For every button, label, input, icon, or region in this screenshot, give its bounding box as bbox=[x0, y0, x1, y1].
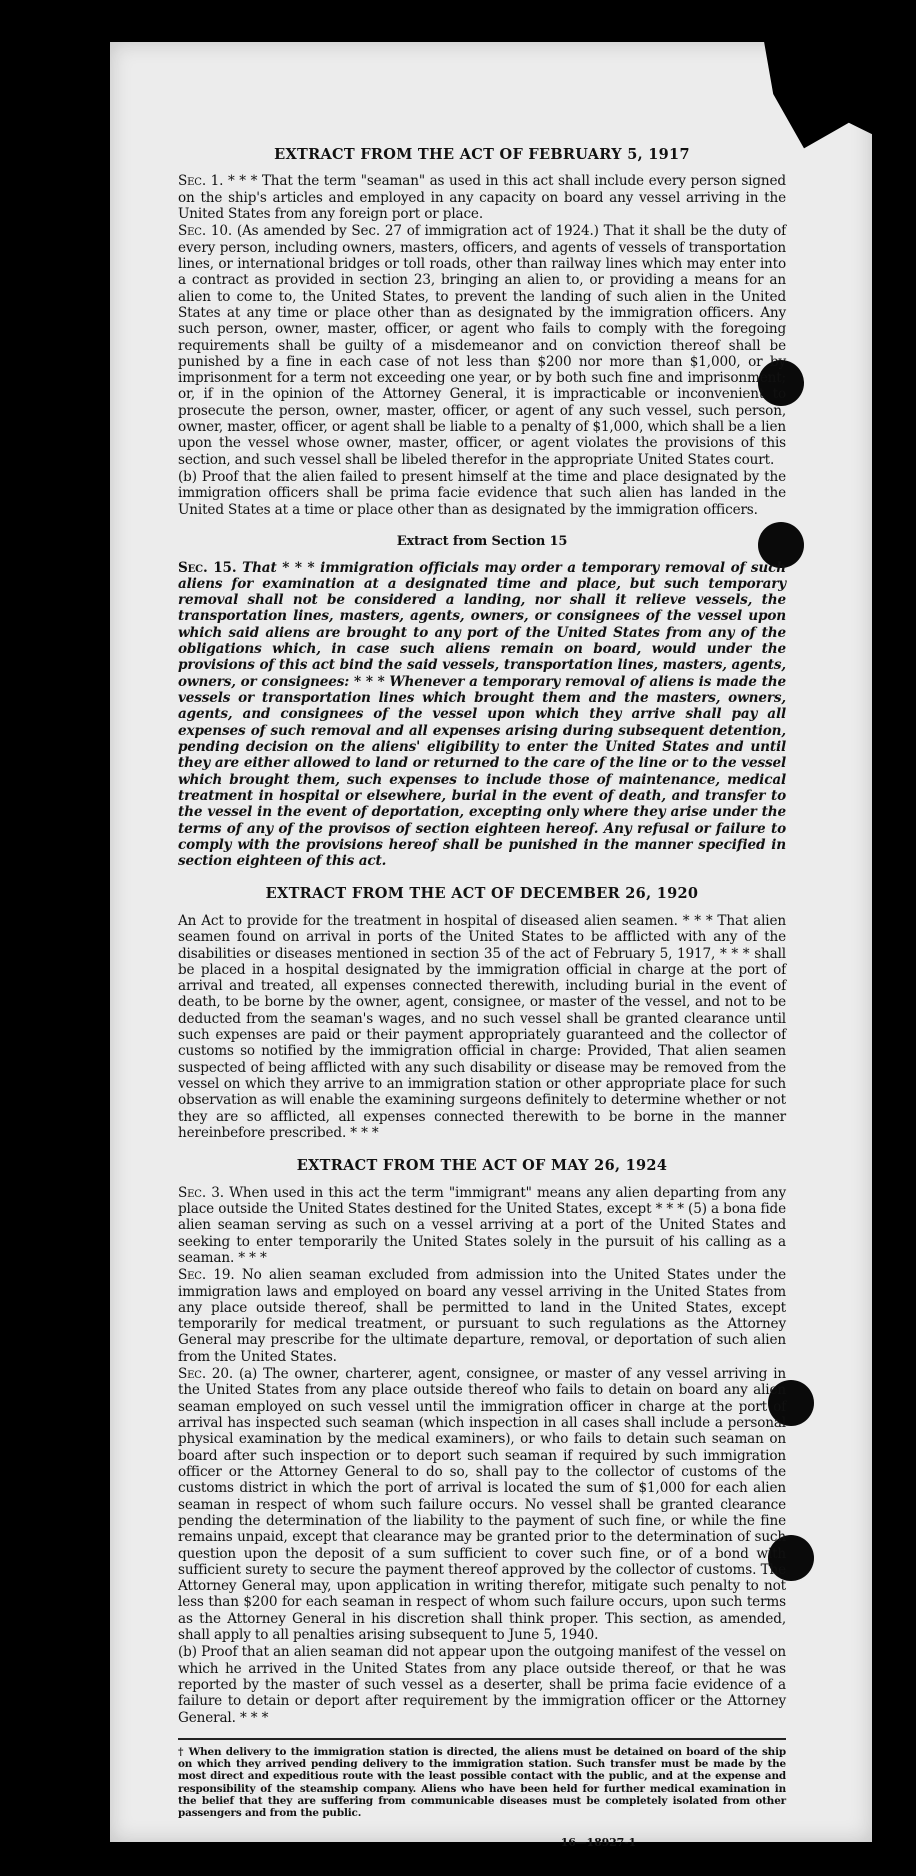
heading-act-1924: EXTRACT FROM THE ACT OF MAY 26, 1924 bbox=[296, 1157, 668, 1175]
footnote-divider bbox=[178, 1738, 786, 1740]
section-19 bbox=[178, 1267, 786, 1365]
section-15 bbox=[178, 560, 786, 870]
section-10b: (b) Proof that the alien failed to present himself at the time and place designated by the immigration officers shall be prima facie evidence that such alien has landed in the United States at a time or place other than as designated by the immigration officers. bbox=[178, 469, 786, 518]
section-label: Sec. 10. bbox=[178, 223, 232, 240]
section-label: Sec. 20. bbox=[178, 1366, 234, 1383]
section-body: * * * That the term "seaman" as used in this act shall include every person signed on the ship's articles and employed in any capacity on board any vessel arriving in the United States from any foreign port or place. bbox=[178, 173, 786, 223]
section-label: Sec. 1. bbox=[178, 173, 224, 190]
section-20 bbox=[178, 1366, 786, 1643]
section-20b: (b) Proof that an alien seaman did not appear upon the outgoing manifest of the vessel on which he arrived in the United States from any place outside thereof, or that he was reported by the master of such vessel as a deserter, shall be prima facie evidence of a failure to detain or deport after requirement by the immigration officer or the Attorney General. * * * bbox=[178, 1644, 786, 1726]
heading-act-1917: EXTRACT FROM THE ACT OF FEBRUARY 5, 1917 bbox=[274, 146, 690, 163]
section-1 bbox=[178, 173, 786, 222]
subheading-section-15: Extract from Section 15 bbox=[396, 533, 568, 549]
section-label: Sec. 15. bbox=[178, 559, 237, 576]
section-body: That * * * immigration officials may order a temporary removal of such aliens for examination at a designated time and place, but such temporary removal shall not be considered a landing, nor shall it relieve vessels, the transportation lines, masters, agents, owners, or consignees of the vessel upon which said aliens are brought to any port of the United States from any of the obligations which, in case such aliens remain on board, would under the provisions of this act bind the said vessels, transportation lines, masters, agents, owners, or consignees: * * * Whenever a temporary removal of aliens is made the vessels or transportation lines which brought them and the masters, owners, agents, and consignees of the vessel upon which they arrive shall pay all expenses of such removal and all expenses arising during subsequent detention, pending decision on the aliens' eligibility to enter the United States and until they are either allowed to land or returned to the care of the line or to the vessel which brought them, such expenses to include those of maintenance, medical treatment in hospital or elsewhere, burial in the event of death, and transfer to the vessel in the event of deportation, excepting only where they arise under the terms of any of the provisos of section eighteen hereof. Any refusal or failure to comply with the provisions hereof shall be punished in the manner specified in section eighteen of this act. bbox=[178, 559, 786, 870]
section-body: When used in this act the term "immigrant" means any alien departing from any place outside the United States destined for the United States, except * * * (5) a bona fide alien seaman serving as such on a vessel arriving at a port of the United States and seeking to enter temporarily the United States solely in the pursuit of his calling as a seaman. * * * bbox=[178, 1184, 787, 1266]
footnote: † When delivery to the immigration station is directed, the aliens must be detained on board of the ship on which they arrived pending delivery to the immigration station. Such transfer must be made by the most direct and expeditious route with the least possible contact with the public, and at the expense and responsibility of the steamship company. Aliens who have been held for further medical examination in the belief that they are suffering from communicable diseases must be completely isolated from other passengers and from the public. bbox=[178, 1745, 786, 1820]
heading-act-1920: EXTRACT FROM THE ACT OF DECEMBER 26, 1920 bbox=[265, 885, 699, 903]
document-text bbox=[178, 146, 786, 1849]
section-body: (a) The owner, charterer, agent, consignee, or master of any vessel arriving in the United States from any place outside thereof who fails to detain on board any alien seaman employed on such vessel until the immigration officer in charge at the port of arrival has inspected such seaman (which inspection in all cases shall include a personal physical examination by the medical examiners), or who fails to detain such seaman on board after such inspection or to deport such seaman if required by such immigration officer or the Attorney General to do so, shall pay to the collector of customs of the customs district in which the port of arrival is located the sum of $1,000 for each alien seaman in respect of whom such failure occurs. No vessel shall be granted clearance pending the determination of the liability to the payment of such fine, or while the fine remains unpaid, except that clearance may be granted prior to the determination of such question upon the deposit of a sum sufficient to cover such fine, or of a bond with sufficient surety to secure the payment thereof approved by the collector of customs. The Attorney General may, upon application in writing therefor, mitigate such penalty to not less than $200 for each seaman in respect of whom such failure occurs, upon such terms as the Attorney General in his discretion shall think proper. This section, as amended, shall apply to all penalties arising subsequent to June 5, 1940. bbox=[178, 1366, 787, 1644]
form-number: 16—18927-1 bbox=[560, 1835, 636, 1849]
section-label: Sec. 3. bbox=[178, 1184, 224, 1201]
section-3 bbox=[178, 1185, 786, 1267]
section-label: Sec. 19. bbox=[178, 1267, 235, 1284]
act-1920-text: An Act to provide for the treatment in hospital of diseased alien seamen. * * * That alien seamen found on arrival in ports of the United States to be afflicted with any of the disabilities or diseases mentioned in section 35 of the act of February 5, 1917, * * * shall be placed in a hospital designated by the immigration official in charge at the port of arrival and treated, all expenses connected therewith, including burial in the event of death, to be borne by the owner, agent, consignee, or master of the vessel, and not to be deducted from the seaman's wages, and no such vessel shall be granted clearance until such expenses are paid or their payment appropriately guaranteed and the collector of customs so notified by the immigration official in charge: Provided, That alien seamen suspected of being afflicted with any such disability or disease may be removed from the vessel on which they arrive to an immigration station or other appropriate place for such observation as will enable the examining surgeons definitely to determine whether or not they are so afflicted, all expenses connected therewith to be borne in the manner hereinbefore prescribed. * * * bbox=[178, 912, 786, 1141]
section-body: (As amended by Sec. 27 of immigration act of 1924.) That it shall be the duty of every person, including owners, masters, officers, and agents of vessels of transportation lines, or international bridges or toll roads, other than railway lines which may enter into a contract as provided in section 23, bringing an alien to, or providing a means for an alien to come to, the United States, to prevent the landing of such alien in the United States at any time or place other than as designated by the immigration officers. Any such person, owner, master, officer, or agent who fails to comply with the foregoing requirements shall be guilty of a misdemeanor and on conviction thereof shall be punished by a fine in each case of not less than $200 nor more than $1,000, or by imprisonment for a term not exceeding one year, or by both such fine and imprisonment; or, if in the opinion of the Attorney General, it is impracticable or inconvenient to prosecute the person, owner, master, officer, or agent of any such vessel, such person, owner, master, officer, or agent shall be liable to a penalty of $1,000, which shall be a lien upon the vessel whose owner, master, officer, or agent violates the provisions of this section, and such vessel shall be libeled therefor in the appropriate United States court. bbox=[178, 223, 786, 468]
section-body: No alien seaman excluded from admission into the United States under the immigration laws and employed on board any vessel arriving in the United States from any place outside thereof, shall be permitted to land in the United States, except temporarily for medical treatment, or pursuant to such regulations as the Attorney General may prescribe for the ultimate departure, removal, or deportation of such alien from the United States. bbox=[178, 1267, 786, 1365]
section-10 bbox=[178, 223, 786, 468]
